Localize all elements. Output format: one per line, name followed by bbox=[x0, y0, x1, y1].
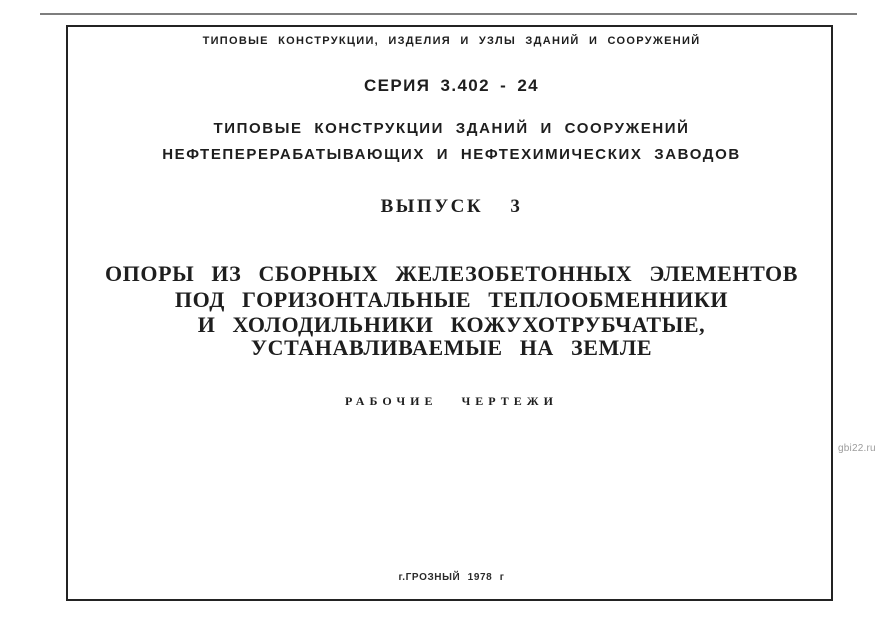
series-org-header: ТИПОВЫЕ КОНСТРУКЦИИ, ИЗДЕЛИЯ И УЗЛЫ ЗДАНИЙ И СООРУЖЕНИЙ bbox=[202, 35, 701, 47]
top-rule bbox=[40, 13, 857, 15]
watermark-text: gbi22.ru bbox=[838, 443, 876, 454]
document-type-label: РАБОЧИЕ ЧЕРТЕЖИ bbox=[345, 394, 558, 408]
issue-number: ВЫПУСК 3 bbox=[380, 196, 523, 217]
series-number: СЕРИЯ 3.402 - 24 bbox=[363, 76, 540, 95]
main-title-line-1: ОПОРЫ ИЗ СБОРНЫХ ЖЕЛЕЗОБЕТОННЫХ ЭЛЕМЕНТОВ bbox=[104, 261, 799, 286]
main-title-line-4: УСТАНАВЛИВАЕМЫЕ НА ЗЕМЛЕ bbox=[250, 335, 653, 360]
main-title-line-3: И ХОЛОДИЛЬНИКИ КОЖУХОТРУБЧАТЫЕ, bbox=[197, 312, 706, 337]
subtitle-line-1: ТИПОВЫЕ КОНСТРУКЦИИ ЗДАНИЙ И СООРУЖЕНИЙ bbox=[213, 120, 690, 137]
city-year-imprint: г.ГРОЗНЫЙ 1978 г bbox=[398, 572, 505, 583]
subtitle-line-2: НЕФТЕПЕРЕРАБАТЫВАЮЩИХ И НЕФТЕХИМИЧЕСКИХ ЗАВОДОВ bbox=[162, 146, 741, 163]
main-title-line-2: ПОД ГОРИЗОНТАЛЬНЫЕ ТЕПЛООБМЕННИКИ bbox=[174, 287, 729, 312]
